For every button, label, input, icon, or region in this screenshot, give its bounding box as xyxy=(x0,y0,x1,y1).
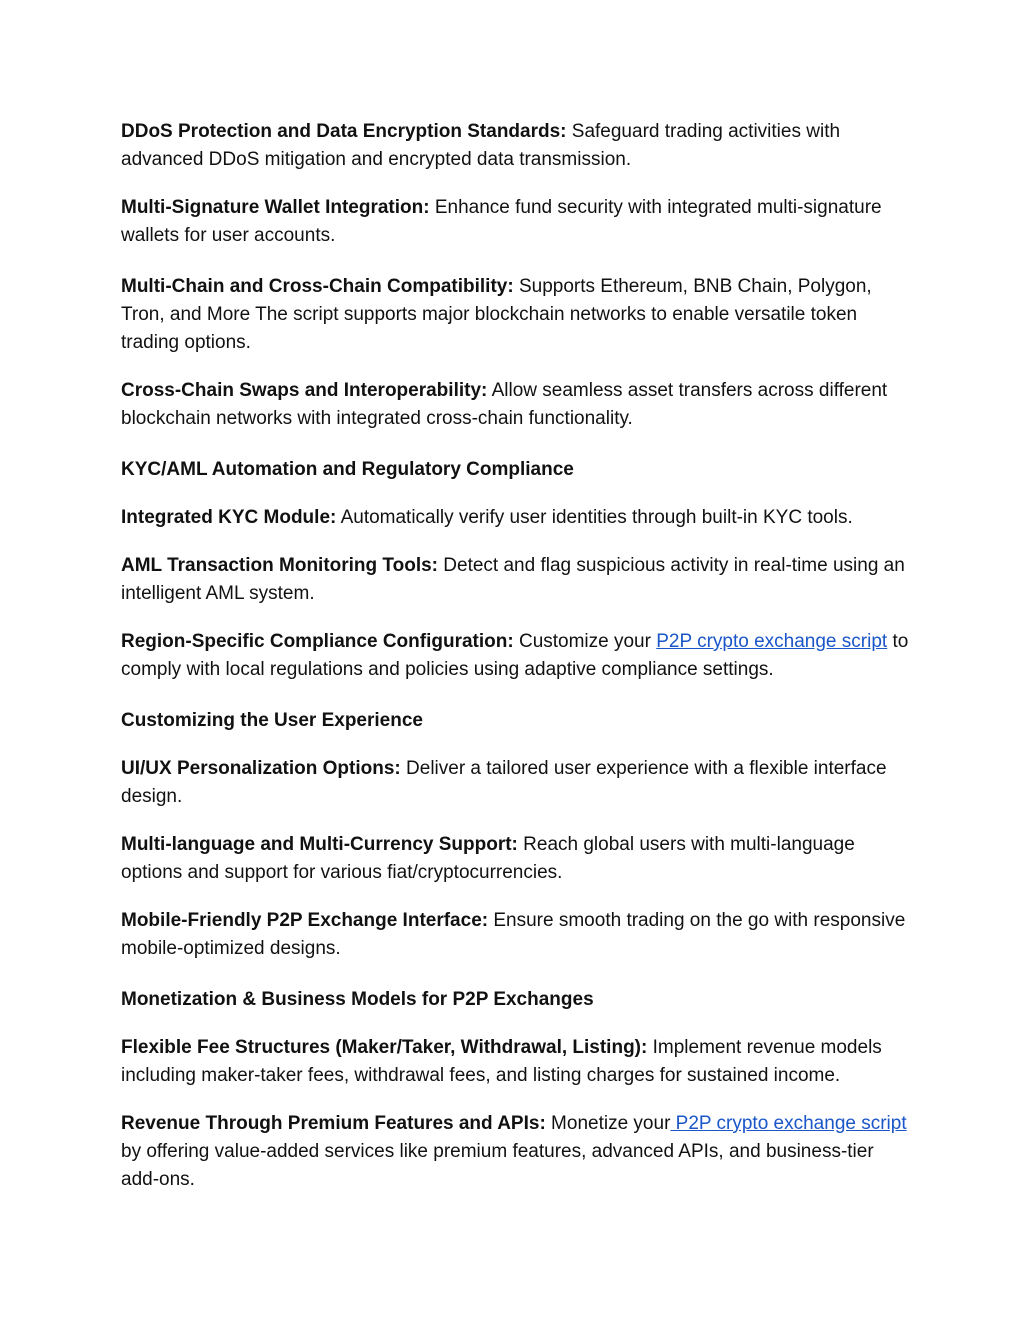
paragraph-text: Implement revenue models including maker-taker fees, withdrawal fees, and listing charges for sustained income. xyxy=(121,1037,882,1086)
paragraph-text: Supports Ethereum, BNB Chain, Polygon, Tron, and More The script supports major blockchain networks to enable versatile token trading options. xyxy=(121,276,872,353)
paragraph-kyc-module xyxy=(121,504,911,532)
paragraph-label: Cross-Chain Swaps and Interoperability: xyxy=(121,380,488,401)
document-page xyxy=(121,118,911,1194)
paragraph-ddos-protection xyxy=(121,118,911,174)
p2p-script-link[interactable]: P2P crypto exchange script xyxy=(670,1113,907,1134)
p2p-script-link[interactable]: P2P crypto exchange script xyxy=(656,631,888,652)
section-heading-monetization: Monetization & Business Models for P2P Exchanges xyxy=(121,989,594,1010)
paragraph-uiux-personalization xyxy=(121,755,911,811)
paragraph-text: Ensure smooth trading on the go with responsive mobile-optimized designs. xyxy=(121,910,906,959)
paragraph-fee-structures xyxy=(121,1034,911,1090)
paragraph-text: Allow seamless asset transfers across different blockchain networks with integrated cross-chain functionality. xyxy=(121,380,888,429)
paragraph-label: DDoS Protection and Data Encryption Standards: xyxy=(121,121,567,142)
paragraph-crosschain-swaps xyxy=(121,377,911,433)
paragraph-aml-monitoring xyxy=(121,552,911,608)
paragraph-text: Automatically verify user identities through built-in KYC tools. xyxy=(336,507,853,528)
paragraph-text-after-link: to comply with local regulations and policies using adaptive compliance settings. xyxy=(121,631,909,680)
paragraph-label: UI/UX Personalization Options: xyxy=(121,758,401,779)
paragraph-multisig-wallet xyxy=(121,194,911,250)
paragraph-label: Region-Specific Compliance Configuration: xyxy=(121,631,514,652)
paragraph-text: Detect and flag suspicious activity in real-time using an intelligent AML system. xyxy=(121,555,905,604)
paragraph-multichain-compatibility xyxy=(121,273,911,357)
paragraph-text-after-link: by offering value-added services like premium features, advanced APIs, and business-tier add-ons. xyxy=(121,1141,874,1190)
paragraph-text: Reach global users with multi-language options and support for various fiat/cryptocurrencies. xyxy=(121,834,855,883)
paragraph-label: AML Transaction Monitoring Tools: xyxy=(121,555,439,576)
paragraph-text: Safeguard trading activities with advanced DDoS mitigation and encrypted data transmission. xyxy=(121,121,841,170)
paragraph-label: Mobile-Friendly P2P Exchange Interface: xyxy=(121,910,489,931)
paragraph-label: Flexible Fee Structures (Maker/Taker, Withdrawal, Listing): xyxy=(121,1037,648,1058)
paragraph-text: Deliver a tailored user experience with a flexible interface design. xyxy=(121,758,887,807)
paragraph-label: Multi-Signature Wallet Integration: xyxy=(121,197,430,218)
paragraph-mobile-interface xyxy=(121,907,911,963)
paragraph-label: Integrated KYC Module: xyxy=(121,507,337,528)
paragraph-premium-revenue xyxy=(121,1110,911,1194)
paragraph-label: Revenue Through Premium Features and APIs: xyxy=(121,1113,546,1134)
section-heading-kyc-aml: KYC/AML Automation and Regulatory Compliance xyxy=(121,459,574,480)
paragraph-text: Enhance fund security with integrated multi-signature wallets for user accounts. xyxy=(121,197,882,246)
paragraph-label: Multi-language and Multi-Currency Support: xyxy=(121,834,518,855)
paragraph-text-before-link: Customize your xyxy=(513,631,657,652)
paragraph-text-before-link: Monetize your xyxy=(545,1113,671,1134)
section-heading-user-experience: Customizing the User Experience xyxy=(121,710,423,731)
paragraph-multilanguage-support xyxy=(121,831,911,887)
paragraph-label: Multi-Chain and Cross-Chain Compatibility: xyxy=(121,276,514,297)
paragraph-region-compliance xyxy=(121,628,911,684)
